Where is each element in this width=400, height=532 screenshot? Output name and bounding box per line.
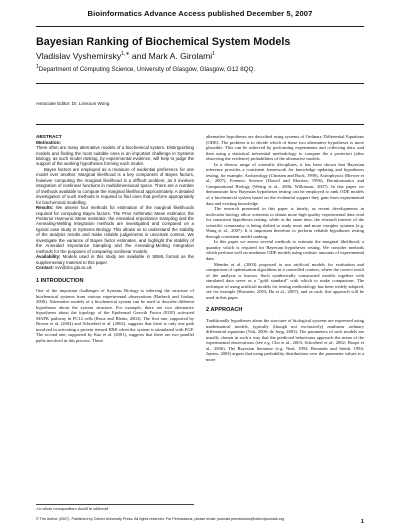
footnote: ∗to whom correspondence should be addressed — [36, 504, 194, 511]
journal-banner: Bioinformatics Advance Access published December 5, 2007 — [87, 9, 313, 18]
approach-paragraph: Traditionally hypotheses about the structure of biological systems are expressed using mathematical models, typically (though not exclusively) nonlinear ordinary differential equations (Voit, 2000; de Jong, 2003). The parameters of such models are usually chosen in such a way that the predicted behaviours approach the mean of the experimental observations (see e.g. Cho et al., 2003; Schoeberl et al., 2002; Hoops et al., 2006). The Bayesian literature (e.g. Neal, 1993; Bernardo and Smith, 1994; Jaynes, 2003) argues that using probability distributions over the parameter values is a more — [206, 317, 364, 362]
author-affil-mark: 1 — [212, 51, 215, 58]
author-connector: and — [131, 51, 147, 61]
abstract-motivation-p1: There often are many alternative models of a biochemical system. Distinguishing models and finding the most suitable ones is an important challenge in Systems Biology, as such model ranking, by experimental evidence, will help to judge the support of the working hypotheses forming each model. — [36, 145, 194, 167]
section-heading-approach: 2 APPROACH — [206, 307, 243, 314]
motivation-label: Motivation: — [36, 139, 61, 145]
author-name: Mark A. Girolami — [148, 51, 213, 61]
affiliation-mark: 1 — [36, 64, 39, 70]
affiliation — [36, 64, 255, 73]
availability-label: Availability: — [36, 254, 61, 260]
page-number: 1 — [360, 519, 364, 525]
introduction-paragraph: One of the important challenges of Systems Biology is inferring the structure of biochemical systems from various experimental observations (Barbeck and Jordan, 2006). Alternative models of a biochemical system can be used to describe different hypotheses about the system structure. For example, there are two alternative hypotheses about the topology of the Epidermal Growth Factor (EGF) activated MAPK pathway in PC12 cells (Roux and Blenis, 2004). The first one, supported by Brown et al. (2004) and Schoeberl et al. (2002), suggests that there is only one path involved in activating a protein termed ERK when the system is stimulated with EGF. The second one, supported by Kao et al. (2001), suggests that there are two parallel paths involved in this process. These — [36, 288, 194, 343]
author-line — [36, 51, 215, 61]
results-label: Results: — [36, 205, 54, 211]
body-paragraph: Mendes et al. (2003) proposed to use artificial models for evaluation and comparison of optimisation algorithms in a controlled context, where the correct result of the analysis is known. Such synthetically constructed models together with simulated data serve as a "gold standard" with which to make comparison. The technique of using artificial models for testing methodology has been widely adopted, see for example (Hornette, 2003; Hu et al., 2007), and as such, this approach will be used in this paper. — [206, 261, 364, 300]
abstract-heading: ABSTRACT — [36, 134, 62, 139]
body-paragraph: In a diverse range of scientific disciplines, it has been shown that Bayesian inference provides a consistent framework for knowledge updating and hypotheses testing, for example, Archaeology (Christen and Buck, 1998), Astrophysics (Brewer et al., 2007), Forensic Science (Dawid and Mortera, 1996), Bioinformatics and Computational Biology (Wettig et al., 2006; Wilkinson, 2007). In this paper we demonstrate how Bayesian hypotheses testing can be employed to rank ODE models of a biochemical system based on the evidential support they gain from experimental data and existing knowledge. — [206, 161, 364, 206]
availability-text: Models used in this study are available in SBML format as the supplementary material to this paper. — [36, 254, 194, 265]
copyright-footer: © The Author (2007). Published by Oxford University Press. All rights reserved. For Permissions, please email: journals.permissions@oxfordjournals.org — [36, 517, 285, 521]
body-paragraph: In this paper we assess several methods to estimate the marginal likelihood, a quantity which is required for Bayesian hypotheses testing. We consider methods which perform well on nonlinear ODE models using realistic amounts of experimental data. — [206, 239, 364, 262]
abstract-rule — [36, 124, 364, 125]
affiliation-rule — [36, 83, 364, 84]
abstract-contact — [36, 265, 194, 270]
abstract-availability — [36, 254, 194, 265]
section-heading-introduction: 1 INTRODUCTION — [36, 277, 84, 284]
body-paragraph: alternative hypotheses are described using systems of Ordinary Differential Equations (ODE). The problem is to decide which of these two alternative hypotheses is more plausible. This can be achieved by performing experiments and collecting data, and then using a statistical inferential methodology to compare the a posteriori (after observing the evidence) probabilities of the alternative models. — [206, 134, 364, 162]
abstract-motivation-p2: Bayes factors are employed as a measure of evidential preference for one model over another. Marginal likelihood is a key component of Bayes factors, however computing the marginal likelihood is a difficult problem, as it involves integration of nonlinear functions in multidimensional space. There are a number of methods available to compute the marginal likelihood approximately. A detailed investigation of such methods is required to find ones that perform appropriately for biochemical modelling. — [36, 166, 194, 205]
results-text: We assess four methods for estimation of the marginal likelihoods required for computing Bayes factors. The Prior Arithmetic Mean estimator, the Posterior Harmonic Mean estimator, the Annealed Importance Sampling and the Annealing-Melting Integration methods are investigated and compared on a typical case study in Systems Biology. This allows us to understand the stability of the analysis results and make reliable judgements in uncertain context. We investigate the variance of Bayes factor estimates, and highlight the stability of the Annealed Importance Sampling and the Annealing-Melting Integration methods for the purposes of comparing nonlinear models. — [36, 205, 194, 254]
associate-editor: Associate Editor: Dr. Limsoon Wong — [36, 101, 110, 106]
paper-title: Bayesian Ranking of Biochemical System Models — [36, 36, 291, 48]
right-column — [206, 134, 364, 362]
abstract-results — [36, 205, 194, 254]
author-affil-mark: 1,∗ — [121, 51, 130, 58]
body-paragraph: The research presented in this paper is timely, as recent developments in molecular biology allow scientists to obtain more high quality experimental data vital for consistent hypotheses testing, while at the same time, the research interest of the scientific community is being shifted to study more and more complex systems (e.g. Wang et al., 2007). It is important therefore to perform reliable hypotheses testing through consistent model ranking. — [206, 206, 364, 239]
contact-email[interactable]: vvv@dcs.gla.ac.uk — [55, 265, 92, 271]
contact-label: Contact: — [36, 265, 54, 271]
header-rule — [36, 26, 364, 27]
author-name: Vladislav Vyshemirsky — [36, 51, 122, 61]
affiliation-text: Department of Computing Science, University of Glasgow, Glasgow, G12 8QQ. — [38, 66, 256, 74]
left-column — [36, 134, 194, 344]
